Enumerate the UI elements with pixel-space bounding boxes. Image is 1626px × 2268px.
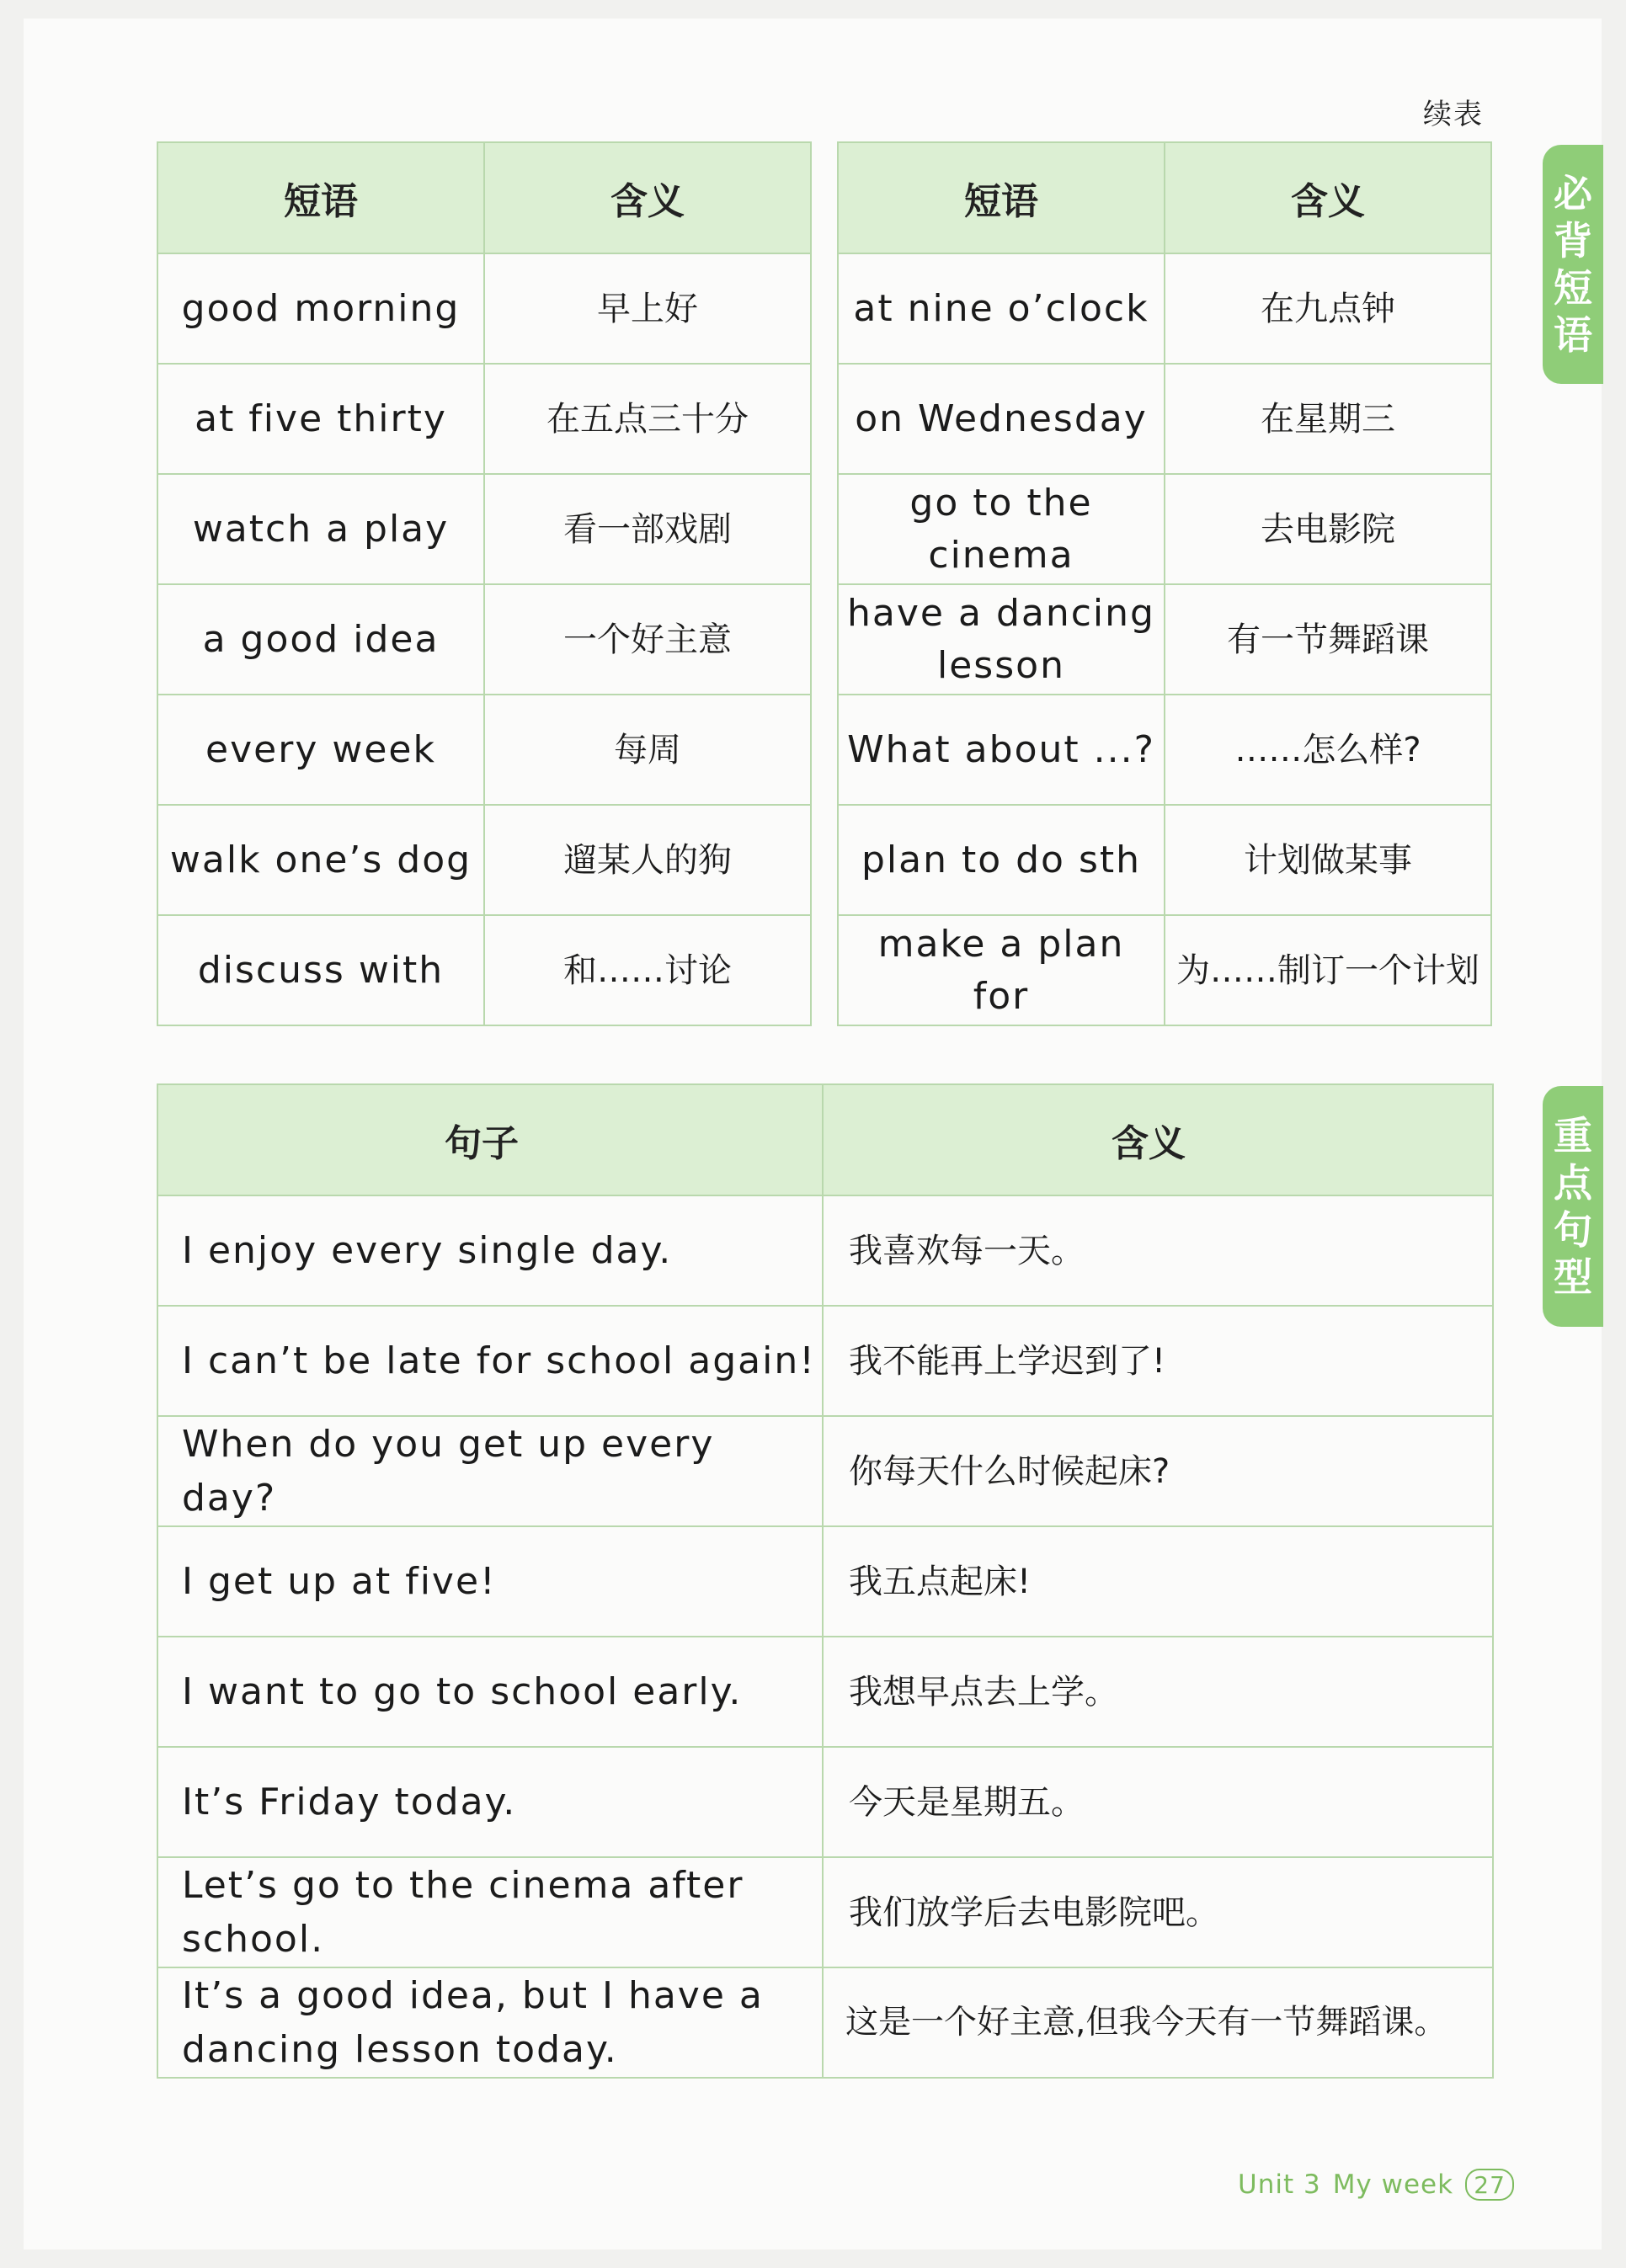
table-row (157, 253, 811, 364)
table-row (157, 1416, 1493, 1526)
header-phrase: 短语 (838, 142, 1165, 253)
side-tab-char: 必 (1554, 171, 1592, 216)
sentence-cell: I enjoy every single day. (157, 1195, 823, 1306)
phrase-cell: go to the cinema (838, 474, 1165, 584)
side-tab-sentences (1543, 1086, 1603, 1327)
table-row (838, 364, 1491, 474)
table-row (838, 805, 1491, 915)
meaning-cell: 早上好 (484, 253, 811, 364)
table-row (157, 584, 811, 695)
phrase-cell: every week (157, 695, 484, 805)
meaning-cell: 在五点三十分 (484, 364, 811, 474)
page-number: 27 (1465, 2169, 1514, 2201)
page-footer (1238, 2169, 1514, 2201)
phrase-cell: at five thirty (157, 364, 484, 474)
meaning-cell: 在星期三 (1165, 364, 1491, 474)
meaning-cell: 你每天什么时候起床? (823, 1416, 1493, 1526)
phrase-cell: What about ...? (838, 695, 1165, 805)
meaning-cell: 为……制订一个计划 (1165, 915, 1491, 1025)
meaning-cell: 我想早点去上学。 (823, 1637, 1493, 1747)
table-row (157, 695, 811, 805)
sentence-cell: It’s a good idea, but I have a dancing lesson today. (157, 1967, 823, 2078)
sentence-cell: It’s Friday today. (157, 1747, 823, 1857)
meaning-cell: 去电影院 (1165, 474, 1491, 584)
header-sentence: 句子 (157, 1084, 823, 1195)
table-row (157, 1857, 1493, 1967)
meaning-cell: 在九点钟 (1165, 253, 1491, 364)
header-phrase: 短语 (157, 142, 484, 253)
phrase-cell: make a plan for (838, 915, 1165, 1025)
phrase-cell: plan to do sth (838, 805, 1165, 915)
sentence-cell: I want to go to school early. (157, 1637, 823, 1747)
header-meaning: 含义 (1165, 142, 1491, 253)
phrase-cell: walk one’s dog (157, 805, 484, 915)
phrase-cell: watch a play (157, 474, 484, 584)
sentence-cell: I can’t be late for school again! (157, 1306, 823, 1416)
meaning-cell: ……怎么样? (1165, 695, 1491, 805)
meaning-cell: 我们放学后去电影院吧。 (823, 1857, 1493, 1967)
phrase-cell: good morning (157, 253, 484, 364)
meaning-cell: 看一部戏剧 (484, 474, 811, 584)
side-tab-char: 背 (1554, 218, 1592, 264)
table-row (157, 1747, 1493, 1857)
sentence-cell: When do you get up every day? (157, 1416, 823, 1526)
table-row (838, 695, 1491, 805)
footer-title: My week (1332, 2170, 1454, 2200)
table-row (157, 1967, 1493, 2078)
table-row (157, 1637, 1493, 1747)
meaning-cell: 和……讨论 (484, 915, 811, 1025)
sentence-cell: Let’s go to the cinema after school. (157, 1857, 823, 1967)
phrase-cell: have a dancing lesson (838, 584, 1165, 695)
meaning-cell: 有一节舞蹈课 (1165, 584, 1491, 695)
side-tab-char: 语 (1554, 312, 1592, 358)
table-row (157, 1306, 1493, 1416)
table-header-row (838, 142, 1491, 253)
table-row (157, 1526, 1493, 1637)
table-row (838, 915, 1491, 1025)
meaning-cell: 遛某人的狗 (484, 805, 811, 915)
meaning-cell: 一个好主意 (484, 584, 811, 695)
table-row (838, 253, 1491, 364)
phrase-cell: at nine o’clock (838, 253, 1165, 364)
sentence-table (157, 1083, 1494, 2079)
phrase-table-left (157, 141, 812, 1026)
header-meaning: 含义 (823, 1084, 1493, 1195)
meaning-cell: 这是一个好主意,但我今天有一节舞蹈课。 (823, 1967, 1493, 2078)
footer-unit: Unit 3 (1238, 2170, 1321, 2200)
table-header-row (157, 1084, 1493, 1195)
continued-label: 续表 (1423, 98, 1484, 131)
phrase-table-right (837, 141, 1492, 1026)
table-row (157, 364, 811, 474)
meaning-cell: 计划做某事 (1165, 805, 1491, 915)
header-meaning: 含义 (484, 142, 811, 253)
table-row (157, 1195, 1493, 1306)
table-row (157, 474, 811, 584)
table-row (157, 805, 811, 915)
phrase-cell: a good idea (157, 584, 484, 695)
table-row (838, 474, 1491, 584)
meaning-cell: 我五点起床! (823, 1526, 1493, 1637)
side-tab-char: 重 (1554, 1113, 1592, 1158)
table-row (838, 584, 1491, 695)
table-row (157, 915, 811, 1025)
meaning-cell: 我不能再上学迟到了! (823, 1306, 1493, 1416)
side-tab-char: 短 (1554, 265, 1592, 311)
sentence-cell: I get up at five! (157, 1526, 823, 1637)
side-tab-char: 点 (1554, 1160, 1592, 1206)
meaning-cell: 今天是星期五。 (823, 1747, 1493, 1857)
side-tab-char: 型 (1554, 1254, 1592, 1300)
phrase-cell: on Wednesday (838, 364, 1165, 474)
meaning-cell: 我喜欢每一天。 (823, 1195, 1493, 1306)
table-header-row (157, 142, 811, 253)
side-tab-char: 句 (1554, 1207, 1592, 1253)
meaning-cell: 每周 (484, 695, 811, 805)
side-tab-phrases (1543, 145, 1603, 384)
phrase-cell: discuss with (157, 915, 484, 1025)
